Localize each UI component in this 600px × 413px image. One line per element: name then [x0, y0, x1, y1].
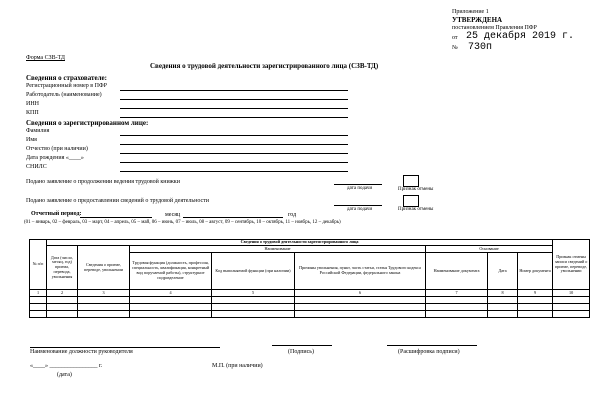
person-birthdate-line[interactable]: [120, 162, 348, 163]
application-provide-mark-box[interactable]: [403, 195, 419, 207]
signature-caption: (Подпись): [288, 349, 315, 355]
position-caption: Наименование должности руководителя: [30, 349, 133, 355]
col-header-doc-date: Дата: [488, 253, 518, 290]
footer-date-line[interactable]: «____» ________________ г.: [30, 363, 103, 369]
name-header: Наименование: [130, 246, 426, 253]
application-continue-mark-box[interactable]: [403, 175, 419, 187]
column-number: 9: [518, 290, 553, 297]
decoding-caption: (Расшифровка подписи): [398, 349, 460, 355]
column-number: 7: [426, 290, 488, 297]
column-number: 1: [30, 290, 47, 297]
date-caption: дата подачи: [347, 186, 373, 191]
period-label: Отчетный период:: [31, 211, 82, 217]
col-header-doc-number: Номер документа: [518, 253, 553, 290]
person-field-label: СНИЛС: [26, 164, 47, 170]
col-header-info: Сведения о приеме, переводе, увольнении: [78, 246, 130, 290]
col-header-code: Код выполняемой функции (при наличии): [212, 253, 295, 290]
approval-no-prefix: №: [452, 45, 458, 51]
appendix-label: Приложение 1: [452, 9, 489, 15]
column-number: 8: [488, 290, 518, 297]
insurer-employer-line[interactable]: [120, 99, 348, 100]
table-row[interactable]: [30, 304, 590, 311]
col-header-doc-name: Наименование документа: [426, 253, 488, 290]
period-legend: (01 – январь, 02 – февраль, 03 – март, 04 – апрель, 05 – май, 06 – июнь, 07 – июль, 08 – август, 09 – сентябрь, 10 – октябрь, 11 – ноябрь, 12 – декабрь): [24, 220, 341, 225]
insurer-field-label: ИНН: [26, 101, 39, 107]
column-number: 10: [553, 290, 590, 297]
basis-header: Основание: [426, 246, 553, 253]
period-month-line[interactable]: [80, 217, 152, 218]
person-surname-line[interactable]: [120, 135, 348, 136]
approval-number: 730п: [468, 42, 493, 53]
insurer-inn-line[interactable]: [120, 108, 348, 109]
labor-activity-table: [29, 239, 590, 318]
form-name: Форма СЗВ-ТД: [26, 55, 65, 61]
insurer-field-label: Регистрационный номер в ПФР: [26, 83, 107, 89]
signature-line[interactable]: [272, 345, 332, 346]
footer-date-caption: (дата): [57, 372, 72, 378]
insurer-field-label: Работодатель (наименование): [26, 92, 102, 98]
column-number: 5: [212, 290, 295, 297]
approved-label: УТВЕРЖДЕНА: [452, 16, 503, 24]
col-header-function: Трудовая функция (должность, профессия, специальность, квалификация, конкретный вид поручаемой работы), структурное подразделение: [130, 253, 212, 290]
application-continue-label: Подано заявление о продолжении ведения трудовой книжки: [26, 179, 180, 185]
col-header-cancel: Признак отмены записи сведений о приеме, переводе, увольнении: [553, 240, 590, 290]
table-row[interactable]: [30, 311, 590, 318]
page-title: Сведения о трудовой деятельности зарегистрированного лица (СЗВ-ТД): [150, 62, 379, 70]
period-month-label: месяц: [165, 212, 181, 218]
table-group-header: Сведения о трудовой деятельности зарегистрированного лица: [47, 240, 553, 246]
stamp-label: М.П. (при наличии): [212, 363, 263, 369]
approval-date-prefix: от: [452, 35, 458, 41]
insurer-kpp-line[interactable]: [120, 117, 348, 118]
person-field-label: Фамилия: [26, 128, 50, 134]
column-number: 6: [295, 290, 426, 297]
table-row[interactable]: [30, 297, 590, 304]
application-provide-date-line[interactable]: [334, 205, 382, 206]
date-caption: дата подачи: [347, 207, 373, 212]
person-field-label: Дата рождения «____»: [26, 155, 84, 161]
approval-date: 25 декабря 2019 г.: [466, 31, 575, 42]
insurer-heading: Сведения о страхователе:: [26, 74, 107, 82]
decoding-line[interactable]: [387, 345, 477, 346]
period-year-line[interactable]: [183, 217, 283, 218]
col-header-date: Дата (число, месяц, год) приема, перевода, увольнения: [47, 246, 78, 290]
person-name-line[interactable]: [120, 144, 348, 145]
person-field-label: Имя: [26, 137, 37, 143]
person-patronymic-line[interactable]: [120, 153, 348, 154]
col-header-no: № п/п: [30, 240, 47, 290]
column-number: 4: [130, 290, 212, 297]
person-snils-line[interactable]: [120, 171, 348, 172]
mark-caption: Признак отмены: [398, 207, 434, 212]
application-continue-date-line[interactable]: [334, 184, 382, 185]
mark-caption: Признак отмены: [398, 187, 434, 192]
application-provide-label: Подано заявление о предоставлении сведений о трудовой деятельности: [26, 198, 209, 204]
column-number: 2: [47, 290, 78, 297]
insurer-reg-number-line[interactable]: [120, 90, 348, 91]
period-year-label: год: [288, 212, 297, 218]
approved-by: постановлением Правления ПФР: [452, 25, 537, 31]
insurer-field-label: КПП: [26, 110, 39, 116]
person-heading: Сведения о зарегистрированном лице:: [26, 119, 149, 127]
person-field-label: Отчество (при наличии): [26, 146, 88, 152]
column-number: 3: [78, 290, 130, 297]
col-header-reason: Причины увольнения, пункт, часть статьи, статья Трудового кодекса Российской Федерации, федерального закона: [295, 253, 426, 290]
position-line[interactable]: [30, 347, 220, 348]
